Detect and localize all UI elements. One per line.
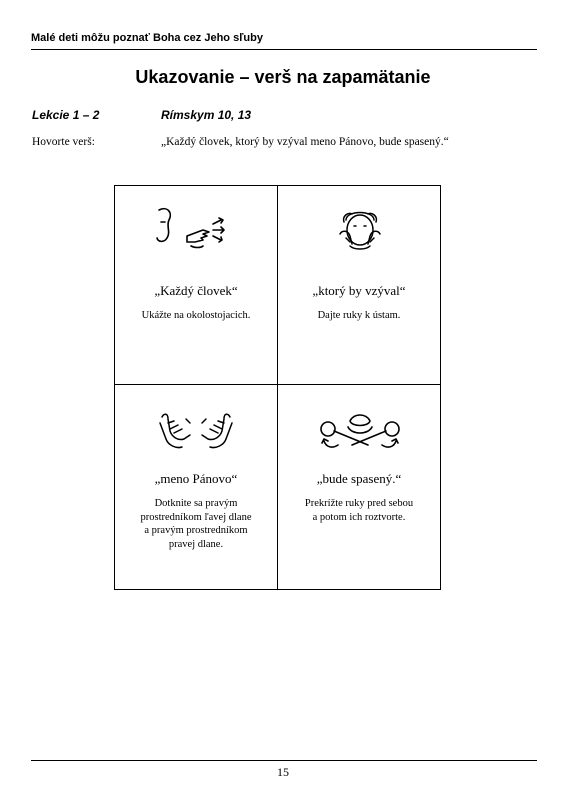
pointing-hand-icon (151, 202, 231, 252)
footer-divider (31, 760, 537, 761)
lesson-label: Lekcie 1 – 2 (32, 108, 100, 122)
cell-instruction: Prekrížte ruky pred sebou a potom ich roztvorte. (304, 498, 414, 523)
book-title: Malé deti môžu poznať Boha cez Jeho sľuby (31, 32, 263, 44)
cell-instruction: Dajte ruky k ústam. (317, 310, 401, 321)
cell-quote: „ktorý by vzýval“ (312, 283, 406, 298)
cell-instruction: Ukážte na okolostojacich. (141, 310, 251, 321)
cell-instruction: Dotknite sa pravým prostredníkom ľavej dlane a pravým prostredníkom pravej dlane. (140, 498, 252, 550)
crossed-arms-icon (318, 411, 402, 453)
say-verse-label: Hovorte verš: (32, 136, 95, 148)
gesture-cell-4 (278, 385, 440, 589)
gesture-cell-1 (115, 186, 277, 384)
cell-quote: „meno Pánovo“ (154, 471, 238, 486)
page-number: 15 (277, 765, 289, 779)
hands-to-mouth-icon (334, 204, 386, 254)
cell-quote: „bude spasený.“ (316, 471, 402, 486)
page-title: Ukazovanie – verš na zapamätanie (135, 67, 431, 87)
gesture-cell-3 (115, 385, 277, 589)
gesture-cell-2 (278, 186, 440, 384)
bible-reference: Rímskym 10, 13 (161, 108, 252, 122)
cell-quote: „Každý človek“ (154, 283, 238, 298)
gesture-grid (114, 185, 441, 590)
header-divider (31, 49, 537, 50)
memory-verse: „Každý človek, ktorý by vzýval meno Pánovo, bude spasený.“ (161, 136, 449, 148)
open-palms-icon (156, 409, 236, 451)
